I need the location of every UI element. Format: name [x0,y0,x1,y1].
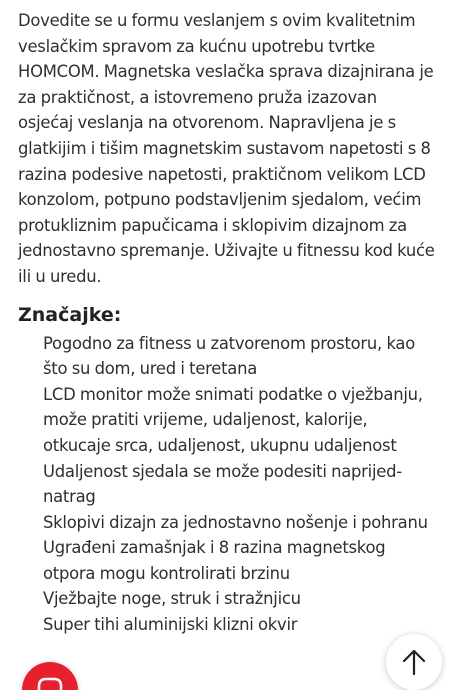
scroll-to-top-button[interactable] [386,634,442,690]
list-item: Pogodno za fitness u zatvorenom prostoru, kao što su dom, ured i teretana [43,333,415,379]
description-text: Dovedite se u formu veslanjem s ovim kvalitetnim veslačkim spravom za kućnu upotrebu tvrtke HOMCOM. Magnetska veslačka sprava dizajnirana je za praktičnost, a istovremeno pruža izazovan osjećaj veslanja na otvorenom. Napravljena je s glatkijim i tišim magnetskim sustavom napetosti s 8 razina podesive napetosti, praktičnom velikom LCD konzolom, potpuno podstavljenim sjedalom, većim protukliznim papučicama i sklopivim dizajnom za jednostavno spremanje. Uživajte u fitnessu kod kuće ili u uredu. [18,11,435,286]
list-item: Sklopivi dizajn za jednostavno nošenje i pohranu [43,512,428,532]
list-item: Udaljenost sjedala se može podesiti naprijed-natrag [43,461,402,507]
list-item: LCD monitor može snimati podatke o vježbanju, može pratiti vrijeme, udaljenost, kalorije, otkucaje srca, udaljenost, ukupnu udaljenost [43,384,423,455]
product-description [18,8,436,638]
list-item: Super tihi aluminijski klizni okvir [43,615,298,635]
arrow-up-icon [401,648,427,676]
list-item: Ugrađeni zamašnjak i 8 razina magnetskog otpora mogu kontrolirati brzinu [43,538,386,583]
features-heading: Značajke: [18,303,122,326]
chat-bubble-icon [35,676,65,690]
features-list [18,331,436,638]
list-item: Vježbajte noge, struk i stražnjicu [43,589,301,609]
chat-button[interactable] [22,662,78,690]
